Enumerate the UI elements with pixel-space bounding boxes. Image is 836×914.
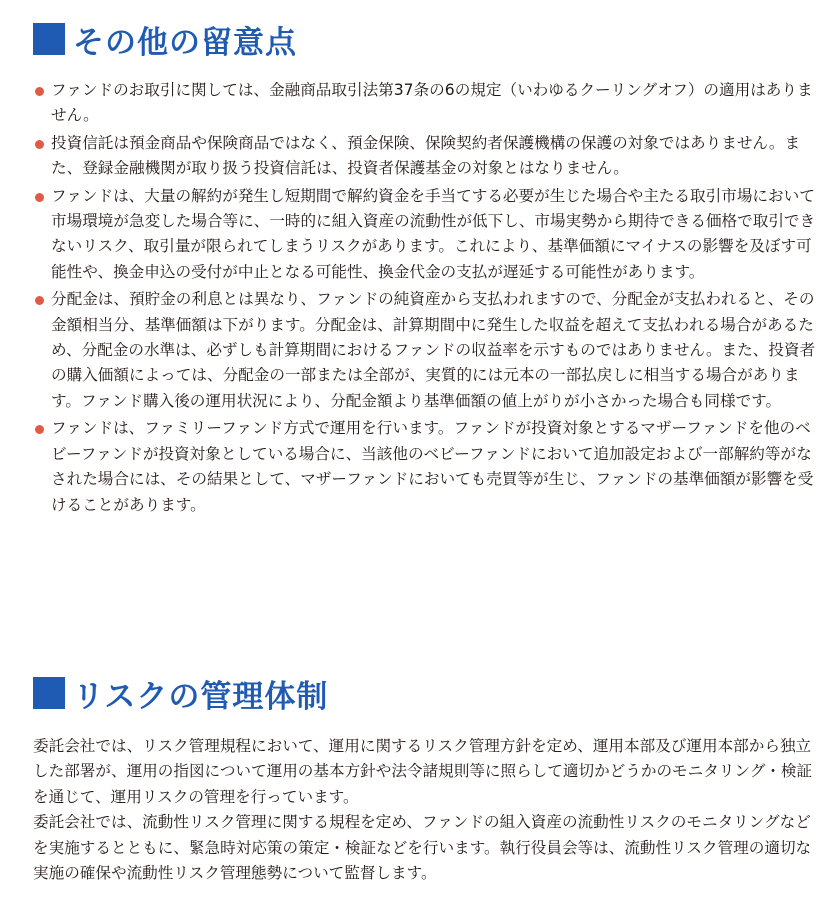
notes-list <box>33 78 823 518</box>
paragraph: 委託会社では、リスク管理規程において、運用に関するリスク管理方針を定め、運用本部及び運用本部から独立した部署が、運用の指図について運用の基本方針や法令諸規則等に照らして適切かどうかのモニタリング・検証を通じて、運用リスクの管理を行っています。 <box>33 737 813 806</box>
paragraph: 委託会社では、流動性リスク管理に関する規程を定め、ファンドの組入資産の流動性リスクのモニタリングなどを実施するとともに、緊急時対応策の策定・検証などを行います。執行役員会等は、流動性リスク管理の適切な実施の確保や流動性リスク管理態勢について監督します。 <box>33 813 812 883</box>
bullet-dot-icon <box>35 425 44 434</box>
bullet-dot-icon <box>35 87 44 96</box>
list-item-text: ファンドのお取引に関しては、金融商品取引法第37条の6の規定（いわゆるクーリングオフ）の適用はありません。 <box>51 81 813 125</box>
bullet-dot-icon <box>35 296 44 305</box>
section-heading <box>33 668 823 718</box>
section-title: その他の留意点 <box>73 24 297 61</box>
section-body <box>33 734 823 886</box>
section-heading <box>33 14 823 64</box>
list-item <box>33 184 823 286</box>
list-item <box>33 287 823 414</box>
list-item-text: 投資信託は預金商品や保険商品ではなく、預金保険、保険契約者保護機構の保護の対象ではありません。また、登録金融機関が取り扱う投資信託は、投資者保護基金の対象とはなりません。 <box>51 133 801 178</box>
list-item <box>33 131 823 182</box>
section-title: リスクの管理体制 <box>73 678 329 715</box>
section-other-notes <box>33 14 823 520</box>
list-item-text: ファンドは、ファミリーファンド方式で運用を行います。ファンドが投資対象とするマザーファンドを他のベビーファンドが投資対象としている場合に、当該他のベビーファンドにおいて追加設定および一部解約等がなされた場合には、その結果として、マザーファンドにおいても売買等が生じ、ファンドの基準価額が影響を受けることがあります。 <box>51 419 814 514</box>
list-item-text: ファンドは、大量の解約が発生し短期間で解約資金を手当てする必要が生じた場合や主たる取引市場において市場環境が急変した場合等に、一時的に組入資産の流動性が低下し、市場実勢から期待できる価格で取引できないリスク、取引量が限られてしまうリスクがあります。これにより、基準価額にマイナスの影響を及ぼす可能性や、換金申込の受付が中止となる可能性、換金代金の支払が遅延する可能性があります。 <box>51 186 816 281</box>
list-item <box>33 78 823 129</box>
heading-square-icon <box>33 677 65 709</box>
list-item-text: 分配金は、預貯金の利息とは異なり、ファンドの純資産から支払われますので、分配金が支払われると、その金額相当分、基準価額は下がります。分配金は、計算期間中に発生した収益を超えて支払われる場合があるため、分配金の水準は、必ずしも計算期間におけるファンドの収益率を示すものではありません。また、投資者の購入価額によっては、分配金の一部または全部が、実質的には元本の一部払戻しに相当する場合があります。ファンド購入後の運用状況により、分配金額より基準価額の値上がりが小さかった場合も同様です。 <box>51 290 816 410</box>
bullet-dot-icon <box>35 140 44 149</box>
bullet-dot-icon <box>35 193 44 202</box>
heading-square-icon <box>33 23 65 55</box>
section-risk-management <box>33 668 823 886</box>
list-item <box>33 416 823 518</box>
